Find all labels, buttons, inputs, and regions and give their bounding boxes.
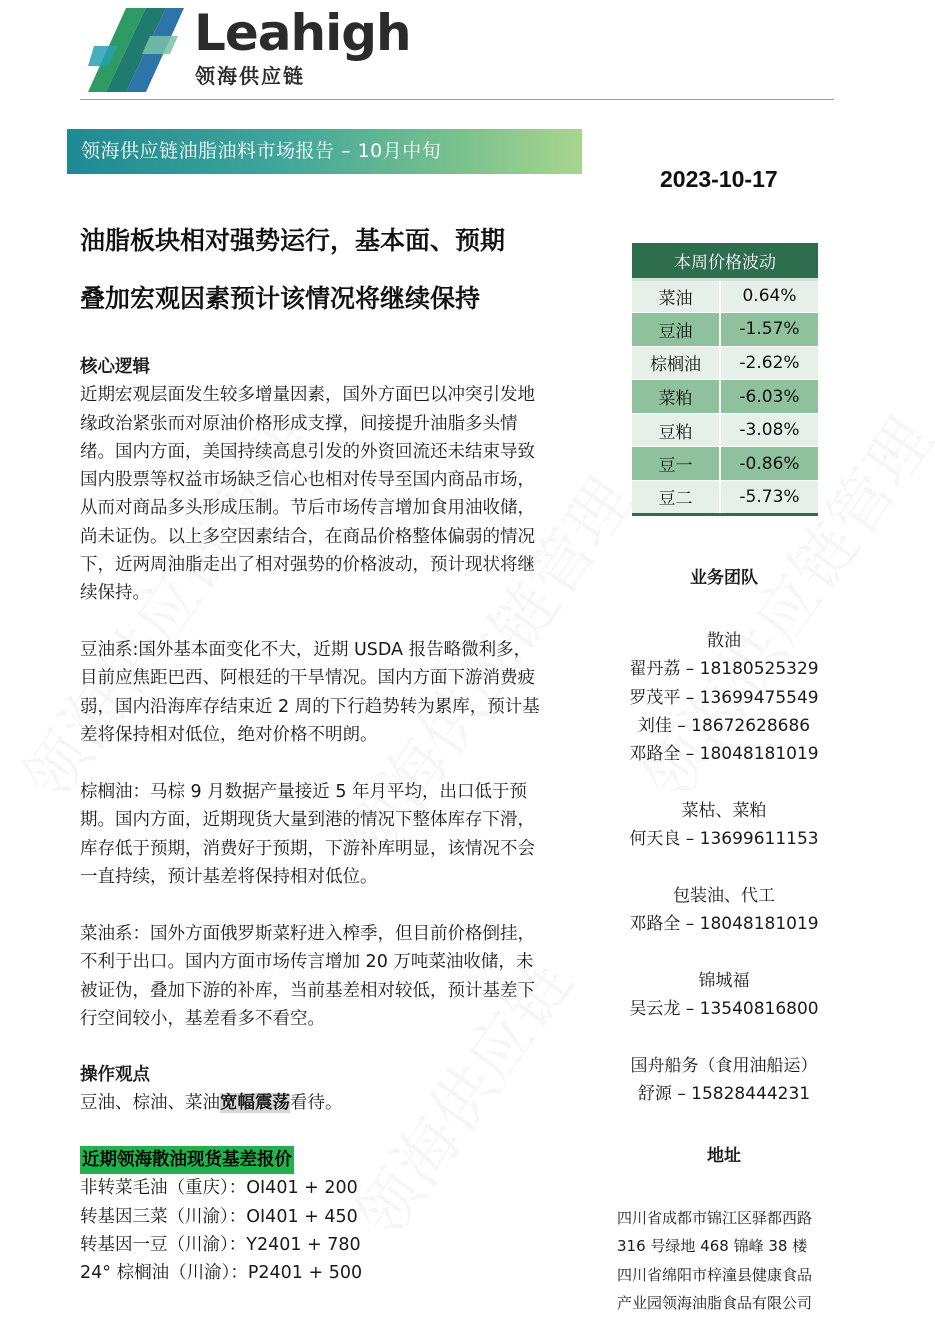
quote-line: 非转菜毛油（重庆）：OI401 + 200 bbox=[80, 1178, 358, 1199]
quote-line: 转基因三菜（川渝）：OI401 + 450 bbox=[80, 1206, 358, 1227]
brand-name-en: Leahigh bbox=[194, 4, 411, 62]
team-group-jinchengfu: 锦城福 吴云龙 – 13540816800 bbox=[610, 967, 838, 1024]
headline-line: 油脂板块相对强势运行，基本面、预期 bbox=[80, 226, 506, 255]
team-member: 刘佳 – 18672628686 bbox=[637, 715, 811, 736]
table-row: 豆二 -5.73% bbox=[632, 481, 818, 515]
palm-oil-paragraph: 棕榈油：马棕 9 月数据产量接近 5 年月平均，出口低于预期。国内方面，近期现货大量到港的情况下整体库存下滑，库存低于预期，消费好于预期，下游补库明显，该情况不会一直持续，预计基差将保持相对低位。 bbox=[80, 782, 535, 887]
operation-title: 操作观点 bbox=[80, 1065, 150, 1085]
header-divider bbox=[80, 99, 834, 100]
address-block bbox=[617, 1204, 842, 1317]
price-change-table bbox=[632, 243, 818, 516]
report-date: 2023-10-17 bbox=[660, 166, 778, 192]
team-member: 邓路全 – 18048181019 bbox=[629, 914, 819, 935]
table-row: 豆一 -0.86% bbox=[632, 447, 818, 481]
table-row: 菜油 0.64% bbox=[632, 279, 818, 313]
operation-highlight: 宽幅震荡 bbox=[220, 1093, 290, 1114]
headline bbox=[80, 212, 560, 328]
soybean-oil-paragraph: 豆油系:国外基本面变化不大，近期 USDA 报告略微利多，目前应焦距巴西、阿根廷的干旱情况。国内方面下游消费疲弱，国内沿海库存结束近 2 周的下行趋势转为累库，预计基差将保持相对低位，绝对价格不明朗。 bbox=[80, 640, 540, 745]
core-logic-title: 核心逻辑 bbox=[80, 357, 150, 377]
team-member: 舒源 – 15828444231 bbox=[637, 1084, 811, 1105]
rapeseed-oil-paragraph: 菜油系：国外方面俄罗斯菜籽进入榨季，但目前价格倒挂，不利于出口。国内方面市场传言增加 20 万吨菜油收储，未被证伪，叠加下游的补库，当前基差相对较低，预计基差下行空间较小，基差看多不看空。 bbox=[80, 924, 535, 1029]
team-member: 邓路全 – 18048181019 bbox=[629, 744, 819, 765]
team-group-shipping: 国舟船务（食用油船运） 舒源 – 15828444231 bbox=[610, 1052, 838, 1109]
team-member: 何天良 – 13699611153 bbox=[629, 829, 819, 850]
address-line: 316 号绿地 468 锦峰 38 楼 bbox=[617, 1237, 808, 1256]
team-group-bulk-oil: 散油 翟丹荔 – 18180525329 罗茂平 – 13699475549 刘佳 – 18672628686 邓路全 – 18048181019 bbox=[610, 627, 838, 768]
core-logic-text: 近期宏观层面发生较多增量因素，国外方面巴以冲突引发地缘政治紧张而对原油价格形成支撑，间接提升油脂多头情绪。国内方面，美国持续高息引发的外资回流还未结束导致国内股票等权益市场缺乏信心也相对传导至国内商品市场，从而对商品多头形成压制。节后市场传言增加食用油收储，尚未证伪。以上多空因素结合，在商品价格整体偏弱的情况下，近两周油脂走出了相对强势的价格波动，预计现状将继续保持。 bbox=[80, 385, 535, 604]
address-line: 四川省成都市锦江区驿都西路 bbox=[617, 1209, 813, 1227]
table-row: 菜粕 -6.03% bbox=[632, 380, 818, 414]
report-banner: 领海供应链油脂油料市场报告 – 10月中旬 bbox=[67, 129, 582, 174]
quote-line: 转基因一豆（川渝）：Y2401 + 780 bbox=[80, 1234, 361, 1255]
operation-section bbox=[80, 1061, 545, 1118]
quote-line: 24° 棕榈油（川渝）：P2401 + 500 bbox=[80, 1263, 363, 1284]
table-row: 棕榈油 -2.62% bbox=[632, 346, 818, 380]
leahigh-logo-icon bbox=[88, 6, 184, 94]
quotes-title: 近期领海散油现货基差报价 bbox=[80, 1146, 294, 1174]
core-logic-section bbox=[80, 353, 545, 608]
team-member: 吴云龙 – 13540816800 bbox=[629, 999, 819, 1020]
team-title: 业务团队 bbox=[690, 568, 758, 588]
brand-name-cn: 领海供应链 bbox=[195, 64, 305, 88]
headline-line: 叠加宏观因素预计该情况将继续保持 bbox=[80, 284, 481, 313]
table-row: 豆油 -1.57% bbox=[632, 313, 818, 347]
address-line: 四川省绵阳市梓潼县健康食品 bbox=[617, 1265, 813, 1284]
team-group-packaged-oil: 包装油、代工 邓路全 – 18048181019 bbox=[610, 882, 838, 939]
team-member: 翟丹荔 – 18180525329 bbox=[629, 659, 819, 680]
team-member: 罗茂平 – 13699475549 bbox=[629, 687, 819, 708]
operation-text: 豆油、棕油、菜油宽幅震荡看待。 bbox=[80, 1093, 343, 1114]
table-row: 豆粕 -3.08% bbox=[632, 413, 818, 447]
address-title: 地址 bbox=[707, 1146, 741, 1166]
quotes-section bbox=[80, 1146, 545, 1287]
price-table-header: 本周价格波动 bbox=[632, 243, 818, 279]
team-group-meal: 菜枯、菜粕 何天良 – 13699611153 bbox=[610, 797, 838, 854]
address-line: 产业园领海油脂食品有限公司 bbox=[617, 1293, 813, 1312]
